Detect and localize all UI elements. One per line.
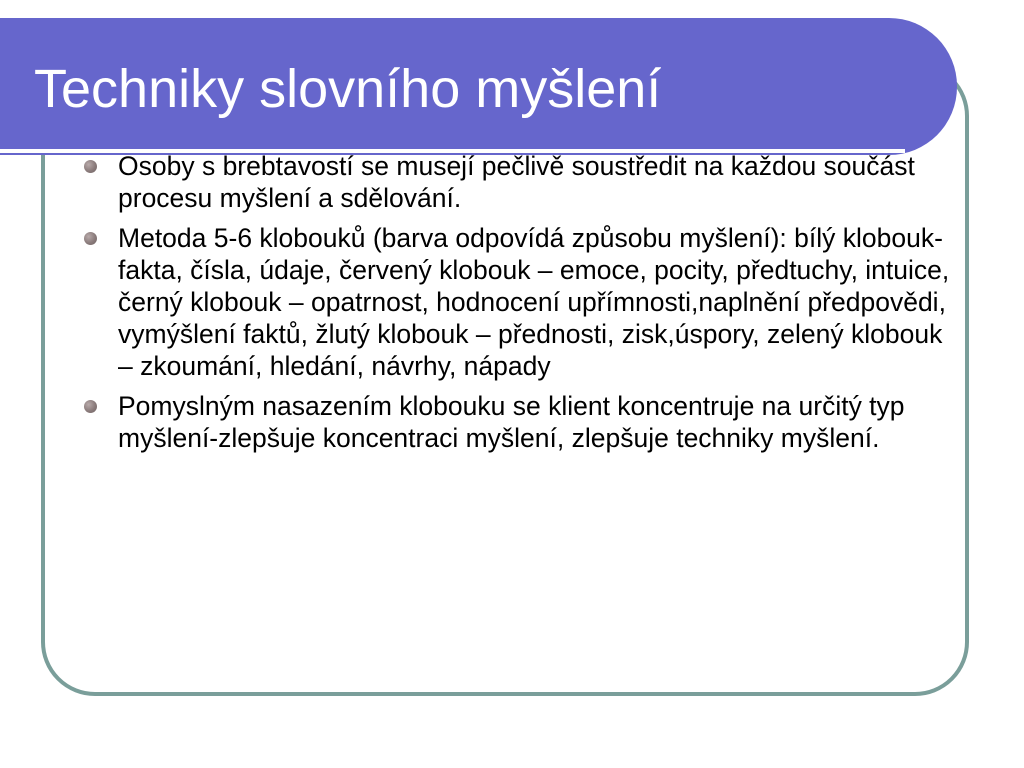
bullet-item: [80, 222, 960, 382]
bullet-item: [80, 150, 960, 214]
bullet-dot-icon: [84, 400, 97, 413]
bullet-text: Metoda 5-6 klobouků (barva odpovídá způsobu myšlení): bílý klobouk-fakta, čísla, údaje, červený klobouk – emoce, pocity, předtuchy, intuice, černý klobouk – opatrnost, hodnocení upřímnosti,naplnění předpovědi, vymýšlení faktů, žlutý klobouk – přednosti, zisk,úspory, zelený klobouk – zkoumání, hledání, návrhy, nápady: [118, 223, 957, 381]
bullet-dot-icon: [84, 232, 97, 245]
bullet-list: [80, 150, 960, 462]
bullet-item: [80, 390, 960, 454]
bullet-dot-icon: [84, 160, 97, 173]
bullet-text: Pomyslným nasazením klobouku se klient koncentruje na určitý typ myšlení-zlepšuje koncentraci myšlení, zlepšuje techniky myšlení.: [118, 391, 920, 453]
slide-title: Techniky slovního myšlení: [34, 59, 662, 119]
title-bar: [0, 18, 957, 155]
bullet-text: Osoby s brebtavostí se musejí pečlivě soustředit na každou součást procesu myšlení a sdělování.: [118, 151, 923, 213]
